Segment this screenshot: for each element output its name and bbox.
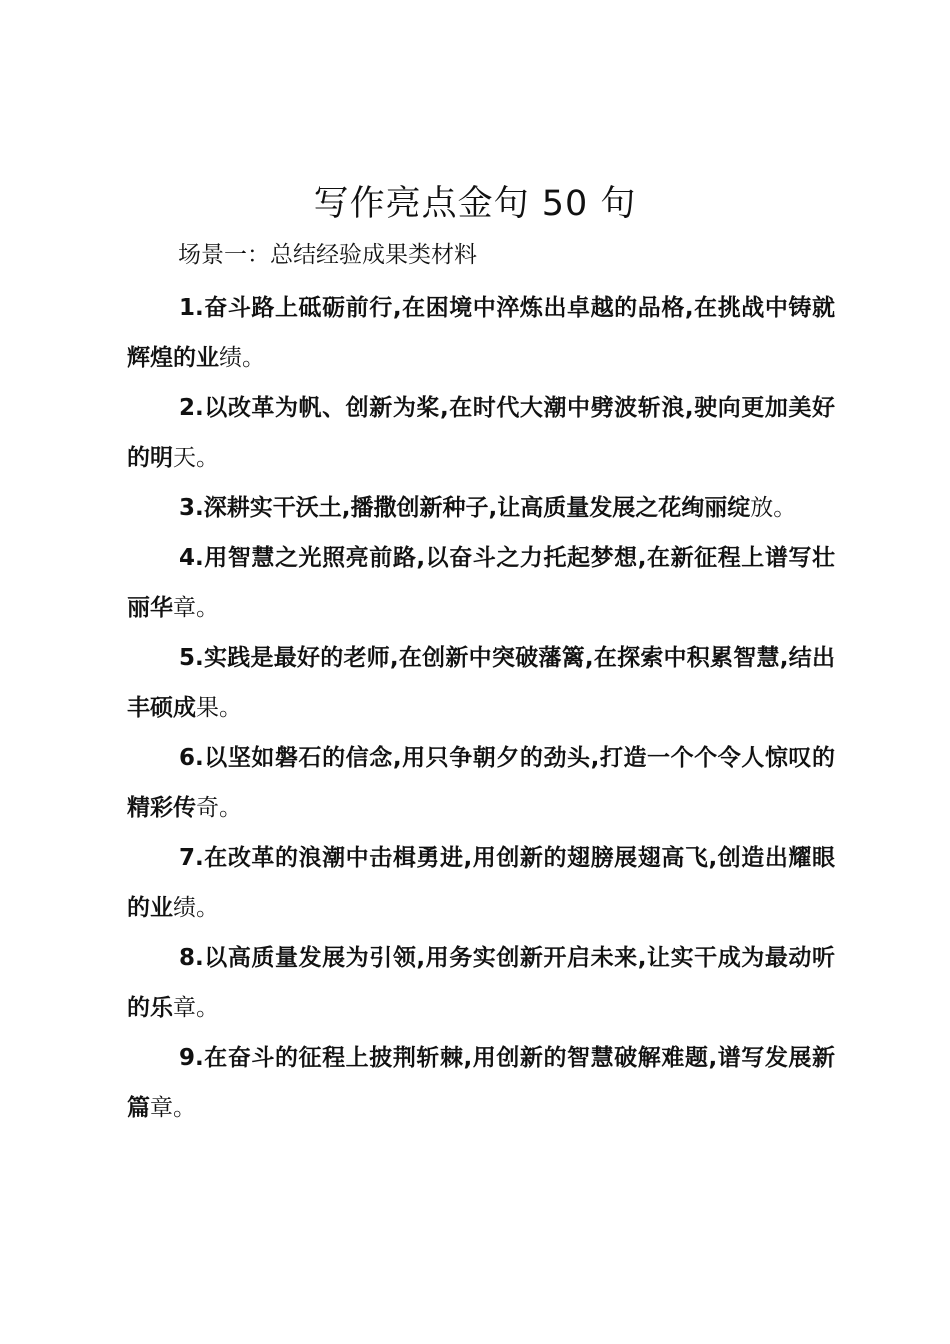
quote-ending: 天。 (173, 445, 219, 471)
quote-text: 2.以改革为帆、创新为桨,在时代大潮中劈波斩浪,驶向更加美好的明 (127, 395, 835, 471)
quote-ending: 果。 (196, 695, 242, 721)
quote-text: 9.在奋斗的征程上披荆斩棘,用创新的智慧破解难题,谱写发展新篇 (127, 1045, 835, 1121)
quote-text: 1.奋斗路上砥砺前行,在困境中淬炼出卓越的品格,在挑战中铸就辉煌的业 (127, 295, 835, 371)
quote-item (127, 733, 835, 833)
quote-item (127, 1033, 835, 1133)
quote-text: 7.在改革的浪潮中击楫勇进,用创新的翅膀展翅高飞,创造出耀眼的业 (127, 845, 835, 921)
quote-item (127, 933, 835, 1033)
quote-item (127, 283, 835, 383)
quote-text: 5.实践是最好的老师,在创新中突破藩篱,在探索中积累智慧,结出丰硕成 (127, 645, 835, 721)
quote-text: 4.用智慧之光照亮前路,以奋斗之力托起梦想,在新征程上谱写壮丽华 (127, 545, 835, 621)
quote-ending: 绩。 (173, 895, 219, 921)
quote-list (127, 283, 835, 1133)
quote-item (127, 633, 835, 733)
quote-ending: 章。 (150, 1095, 196, 1121)
quote-item (127, 383, 835, 483)
quote-item (127, 833, 835, 933)
quote-ending: 章。 (173, 995, 219, 1021)
quote-item (127, 483, 835, 533)
quote-item (127, 533, 835, 633)
quote-text: 8.以高质量发展为引领,用务实创新开启未来,让实干成为最动听的乐 (127, 945, 835, 1021)
scene-heading: 场景一：总结经验成果类材料 (178, 242, 477, 268)
quote-ending: 奇。 (196, 795, 242, 821)
quote-ending: 放。 (750, 495, 797, 521)
quote-text: 3.深耕实干沃土,播撒创新种子,让高质量发展之花绚丽绽 (179, 495, 751, 521)
quote-ending: 章。 (173, 595, 219, 621)
quote-ending: 绩。 (219, 345, 265, 371)
page-title: 写作亮点金句 50 句 (313, 184, 637, 224)
quote-text: 6.以坚如磐石的信念,用只争朝夕的劲头,打造一个个令人惊叹的精彩传 (127, 745, 835, 821)
